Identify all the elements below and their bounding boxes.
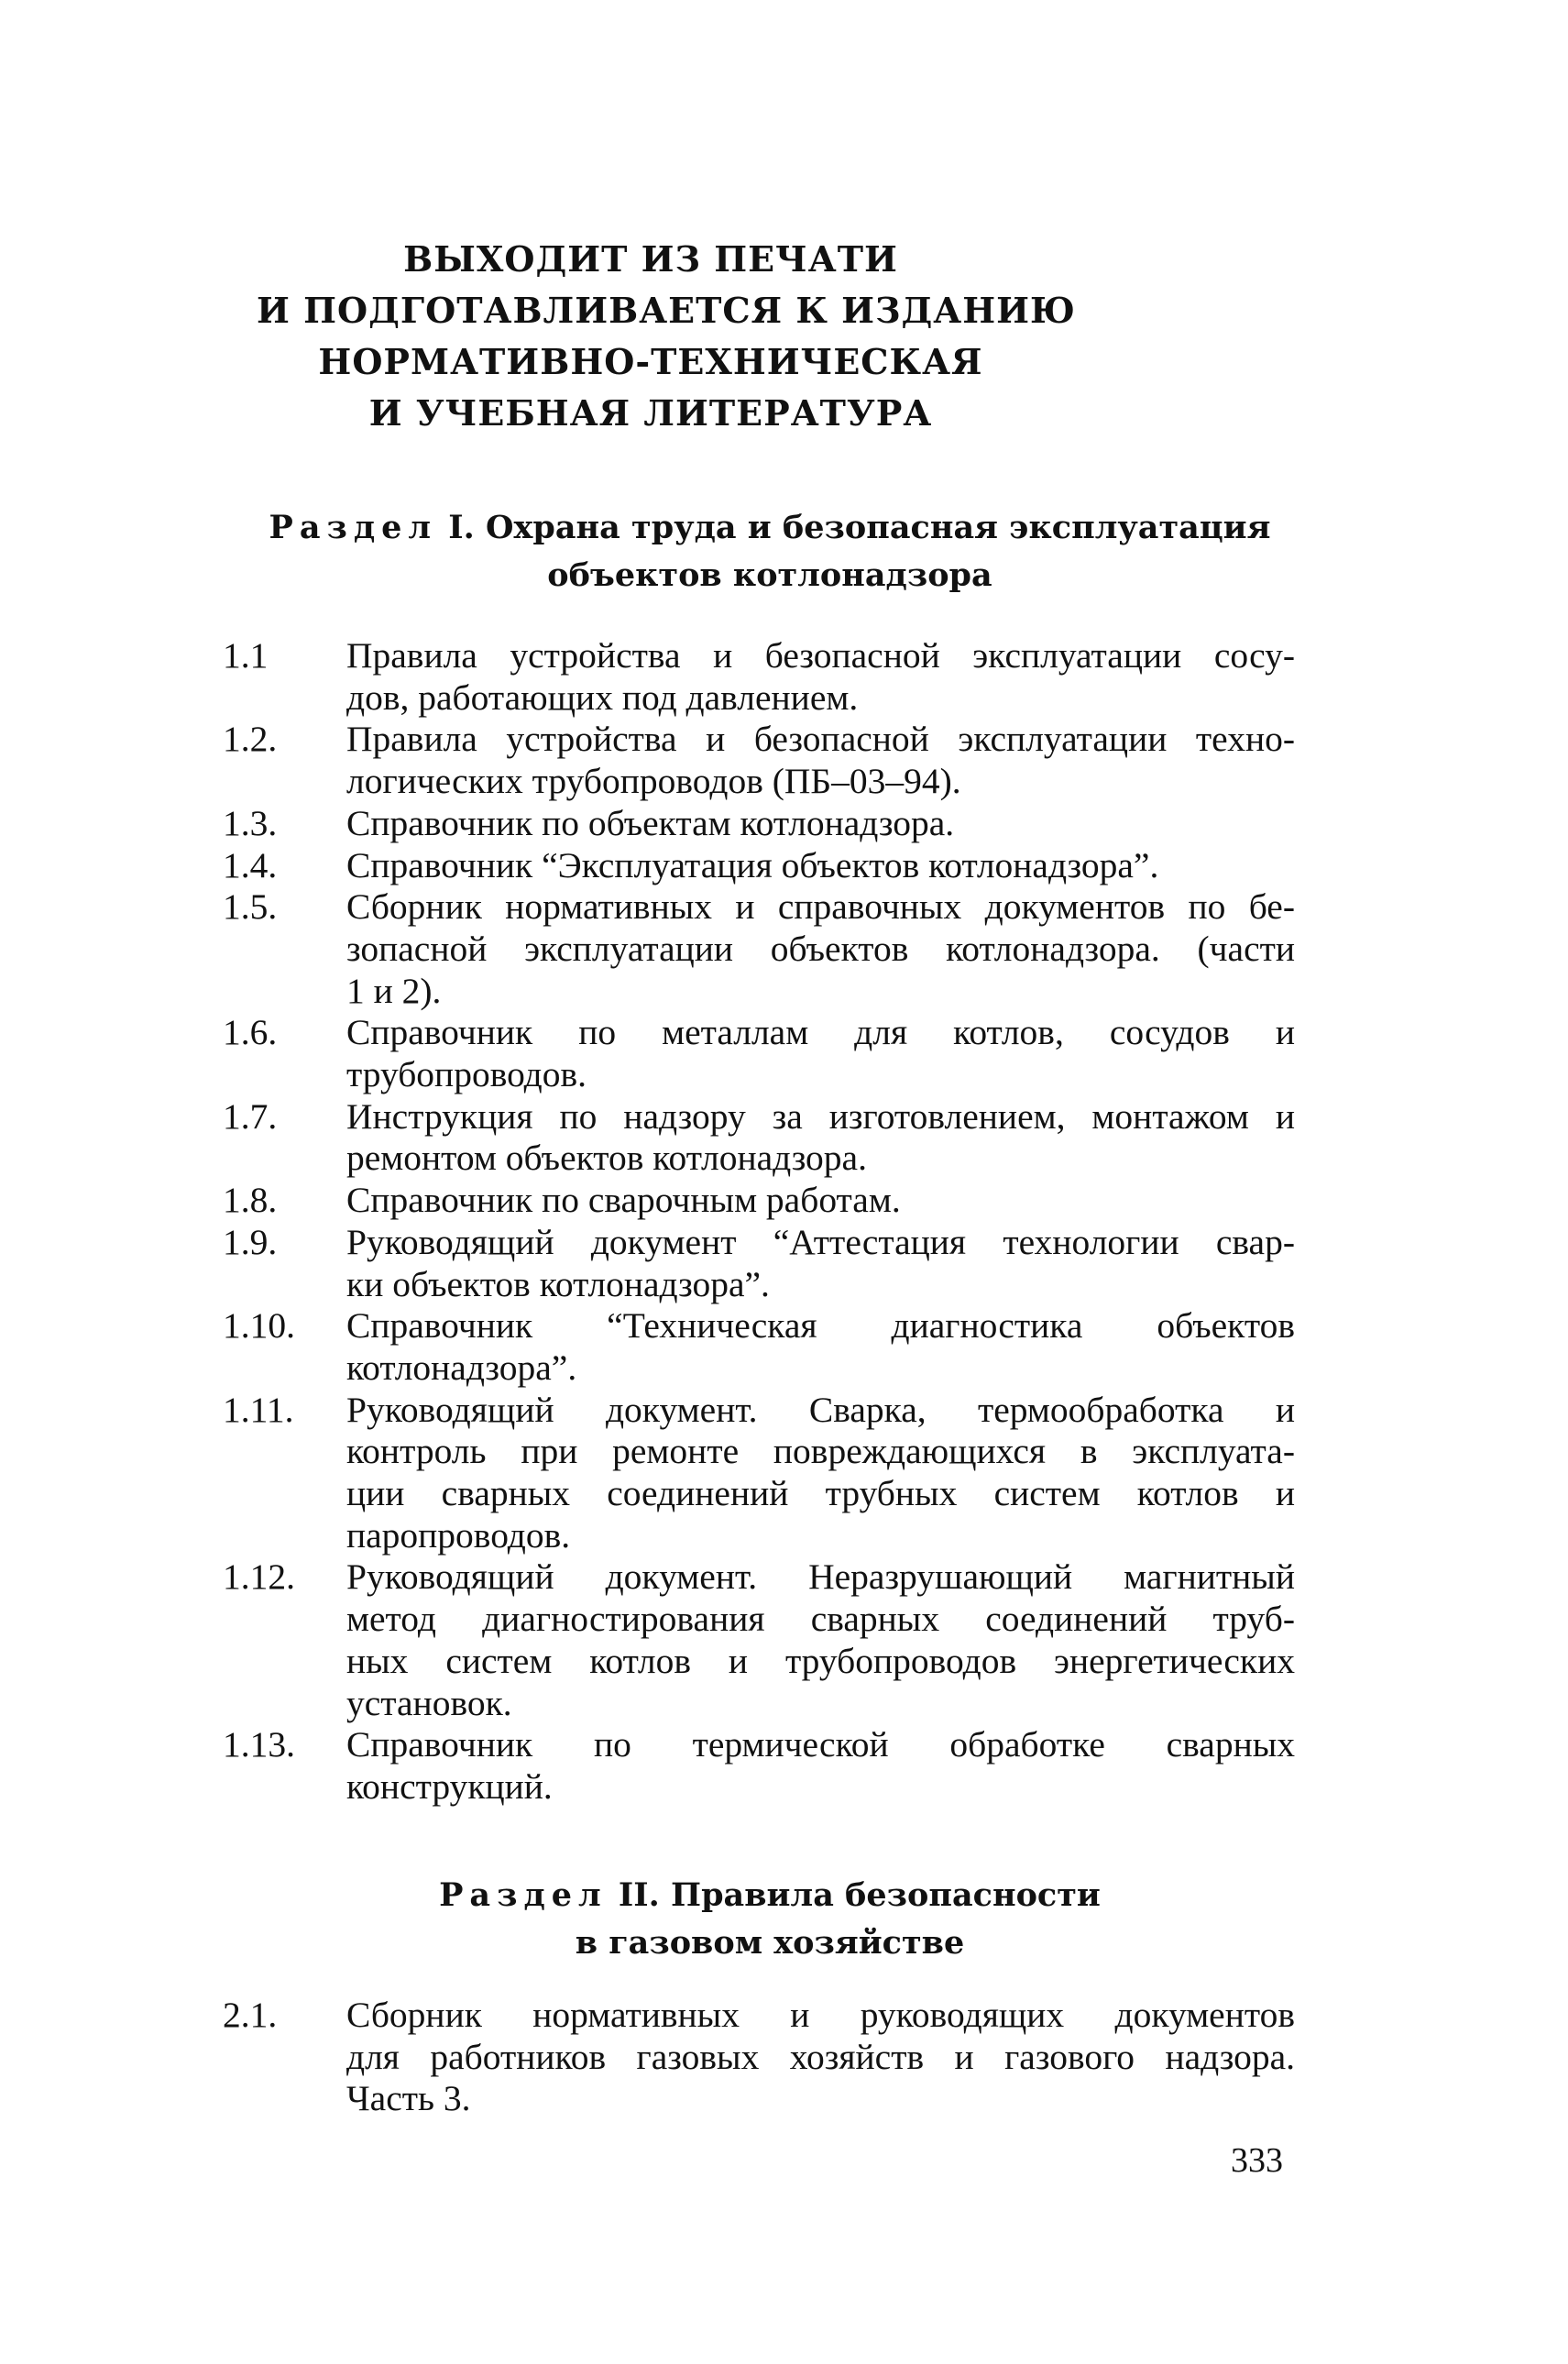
entry-line: дов, работающих под давлением. [346,676,859,718]
entry-line: Справочник “Эксплуатация объектов котлонадзора”. [346,844,1159,885]
section-1-number: I. [448,509,475,546]
entry-line: Правила устройства и безопасной эксплуатации техно- [346,719,1295,760]
entry-line: паропроводов. [346,1514,571,1556]
entry-line: Руководящий документ. Неразрушающий магнитный [346,1556,1295,1598]
entry-number: 1.10. [223,1305,295,1347]
section-2-title-line: Правила безопасности [671,1876,1101,1914]
entry-line: Справочник по металлам для котлов, сосудов и [346,1012,1295,1053]
page-heading [257,234,1076,439]
list-item [223,1556,1295,1724]
list-item [223,1390,1295,1557]
entry-number: 1.6. [223,1012,278,1053]
section-2-title-line: в газовом хозяйстве [575,1924,965,1962]
entry-line: ных систем котлов и трубопроводов энергетических [346,1640,1295,1681]
entry-number: 1.1 [223,635,269,676]
entry-number: 1.12. [223,1556,295,1598]
entry-line: зопасной эксплуатации объектов котлонадзора. (части [346,928,1295,969]
section-2-title [211,1872,1329,1967]
list-item [223,1096,1295,1180]
section-2-number: II. [618,1876,660,1914]
entry-number: 1.9. [223,1221,278,1262]
section-1-entries [223,635,1295,1809]
entry-line: 1 и 2). [346,970,442,1011]
heading-line: И ПОДГОТАВЛИВАЕТСЯ К ИЗДАНИЮ [257,290,1076,331]
entry-number: 1.3. [223,802,278,843]
entry-line: Сборник нормативных и справочных документов по бе- [346,886,1295,928]
page-number: 333 [1231,2141,1283,2180]
list-item [223,886,1295,1012]
section-1-prefix: Раздел [269,509,438,546]
entry-number: 1.4. [223,844,278,885]
entry-line: установок. [346,1682,512,1723]
entry-number: 1.8. [223,1180,278,1221]
section-2-entries [223,1995,1295,2120]
entry-line: ции сварных соединений трубных систем котлов и [346,1473,1295,1514]
entry-number: 1.2. [223,719,278,760]
list-item [223,719,1295,802]
list-item [223,845,1295,887]
entry-line: ки объектов котлонадзора”. [346,1263,770,1304]
entry-line: Часть 3. [346,2078,471,2119]
section-1-title [211,504,1329,599]
section-2-prefix: Раздел [439,1876,608,1914]
section-1-title-line: Охрана труда и безопасная эксплуатация [486,509,1271,546]
list-item [223,803,1295,845]
entry-line: Справочник по объектам котлонадзора. [346,802,955,843]
entry-number: 1.5. [223,886,278,928]
entry-line: котлонадзора”. [346,1347,577,1388]
entry-number: 1.11. [223,1389,294,1430]
entry-line: Справочник “Техническая диагностика объектов [346,1305,1295,1347]
heading-line: И УЧЕБНАЯ ЛИТЕРАТУРА [368,392,933,434]
entry-line: метод диагностирования сварных соединений труб- [346,1599,1295,1640]
entry-line: Сборник нормативных и руководящих документов [346,1995,1295,2035]
heading-line: ВЫХОДИТ ИЗ ПЕЧАТИ [403,238,898,280]
entry-line: для работников газовых хозяйств и газового надзора. [346,2036,1295,2077]
list-item [223,1305,1295,1389]
entry-line: Инструкция по надзору за изготовлением, монтажом и [346,1095,1295,1137]
entry-number: 1.7. [223,1095,278,1137]
list-item [223,1012,1295,1095]
heading-line: НОРМАТИВНО-ТЕХНИЧЕСКАЯ [318,341,983,382]
entry-line: Справочник по термической обработке сварных [346,1724,1295,1765]
entry-number: 2.1. [223,1995,278,2035]
entry-line: Справочник по сварочным работам. [346,1180,901,1221]
list-item [223,635,1295,719]
entry-line: конструкций. [346,1765,553,1807]
list-item [223,1180,1295,1222]
entry-line: контроль при ремонте повреждающихся в эксплуата- [346,1431,1295,1472]
entry-line: Правила устройства и безопасной эксплуатации сосу- [346,635,1295,676]
list-item [223,1724,1295,1808]
list-item [223,1222,1295,1305]
entry-line: трубопроводов. [346,1054,587,1095]
entry-line: Руководящий документ “Аттестация технологии свар- [346,1221,1295,1262]
list-item [223,1995,1295,2120]
section-1-title-line: объектов котлонадзора [547,556,992,594]
entry-line: ремонтом объектов котлонадзора. [346,1138,867,1179]
entry-line: Руководящий документ. Сварка, термообработка и [346,1389,1295,1430]
entry-number: 1.13. [223,1724,295,1765]
entry-line: логических трубопроводов (ПБ–03–94). [346,761,961,802]
